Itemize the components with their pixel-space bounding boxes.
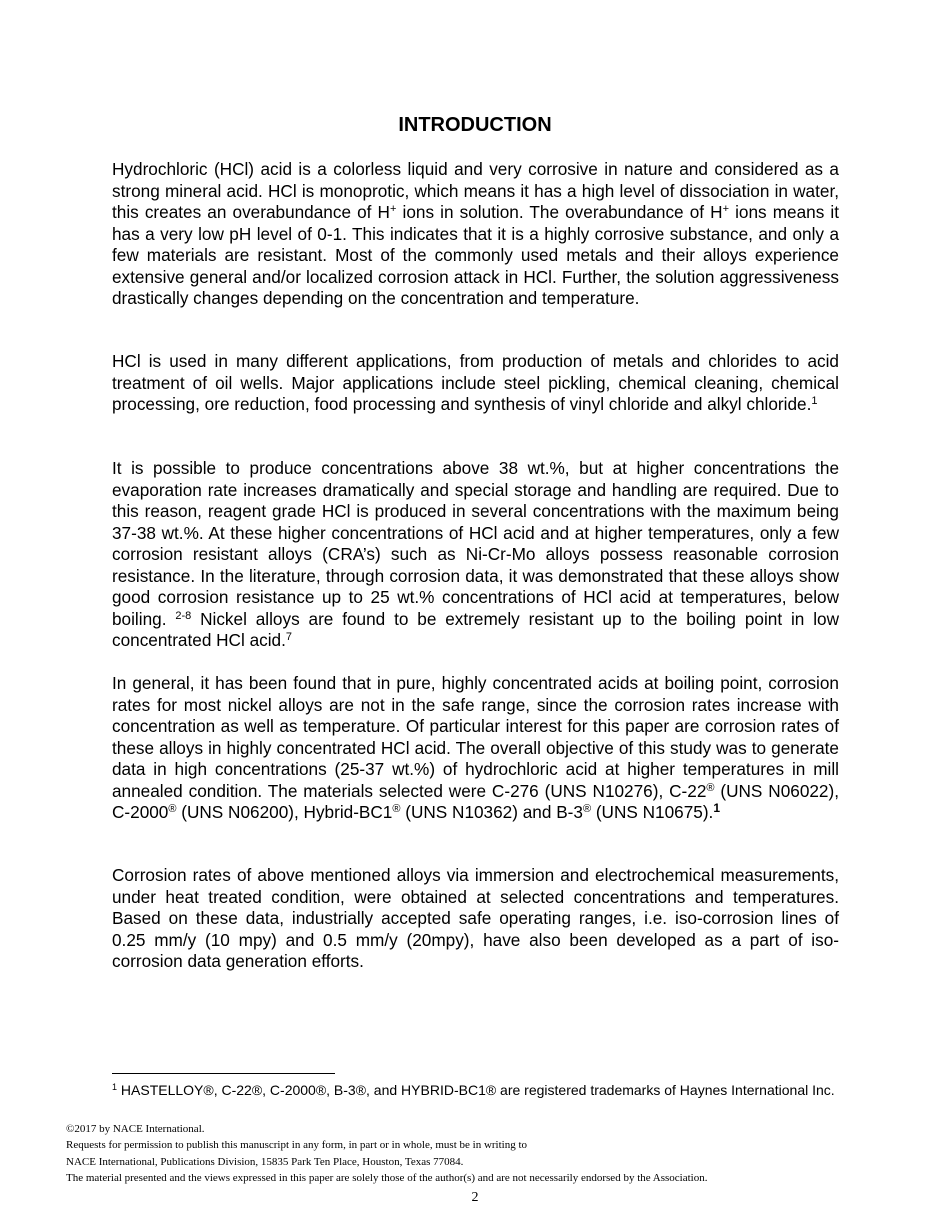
page-number: 2 bbox=[471, 1190, 479, 1205]
footnote-text: HASTELLOY®, C-22®, C-2000®, B-3®, and HYBRID-BC1® are registered trademarks of Haynes International Inc. bbox=[117, 1082, 835, 1098]
paragraph-text: ions in solution. The overabundance of H bbox=[396, 202, 723, 222]
paragraph-text: HCl is used in many different applications, from production of metals and chlorides to acid treatment of oil wells. Major applications include steel pickling, chemical cleaning, chemical processing, ore reduction, food processing and synthesis of vinyl chloride and alkyl chloride. bbox=[112, 351, 839, 414]
registered-mark: ® bbox=[392, 803, 401, 815]
paragraph-corrosion-rates bbox=[112, 865, 839, 973]
footnote-divider bbox=[112, 1073, 335, 1074]
footnote-reference: 1 bbox=[713, 801, 721, 815]
paragraph-text: Nickel alloys are found to be extremely resistant up to the boiling point in low concentrated HCl acid. bbox=[112, 608, 839, 650]
registered-mark: ® bbox=[168, 803, 177, 815]
superscript: + bbox=[722, 203, 729, 215]
reference-superscript: 7 bbox=[285, 631, 292, 643]
paragraph-concentrations bbox=[112, 458, 839, 652]
paragraph-text: Hydrochloric (HCl) acid is a colorless liquid and very corrosive in nature and considered as a strong mineral acid. HCl is monoprotic, which means it has a high level of dissociation in water, this creates an overabundance of H bbox=[112, 159, 839, 222]
copyright-line: ©2017 by NACE International. bbox=[66, 1123, 205, 1135]
paragraph-text: (UNS N10362) and B-3 bbox=[400, 802, 583, 822]
paragraph-text: In general, it has been found that in pure, highly concentrated acids at boiling point, corrosion rates for most nickel alloys are not in the safe range, since the corrosion rates increase with concentration as well as temperature. Of particular interest for this paper are corrosion rates of these alloys in highly concentrated HCl acid. The overall objective of this study was to generate data in high concentrations (25-37 wt.%) of hydrochloric acid at higher temperatures in mill annealed condition. The materials selected were C-276 (UNS N10276), C-22 bbox=[112, 673, 839, 801]
paragraph-objective bbox=[112, 673, 839, 824]
paragraph-hcl-properties bbox=[112, 159, 839, 310]
paragraph-hcl-applications bbox=[112, 351, 839, 416]
paragraph-text: ions means it has a very low pH level of 0-1. This indicates that it is a highly corrosive substance, and only a few materials are resistant. Most of the commonly used metals and their alloys experience extensive general and/or localized corrosion attack in HCl. Further, the solution aggressiveness drastically changes depending on the concentration and temperature. bbox=[112, 202, 839, 308]
reference-superscript: 2-8 bbox=[175, 609, 192, 622]
paragraph-text: It is possible to produce concentrations above 38 wt.%, but at higher concentrations the evaporation rate increases dramatically and special storage and handling are required. Due to this reason, reagent grade HCl is produced in several concentrations with the maximum being 37-38 wt.%. At these higher concentrations of HCl acid and at higher temperatures, only a few corrosion resistant alloys (CRA’s) such as Ni-Cr-Mo alloys possess reasonable corrosion resistance. In the literature, through corrosion data, it was demonstrated that these alloys show good corrosion resistance up to 25 wt.% concentrations of HCl acid at temperatures, below boiling. bbox=[112, 458, 839, 629]
registered-mark: ® bbox=[706, 781, 715, 794]
address-line: NACE International, Publications Division, 15835 Park Ten Place, Houston, Texas 77084. bbox=[66, 1156, 464, 1168]
reference-superscript: 1 bbox=[811, 395, 818, 407]
paragraph-text: (UNS N06022), C-2000 bbox=[112, 780, 839, 822]
permission-line: Requests for permission to publish this manuscript in any form, in part or in whole, must be in writing to bbox=[66, 1139, 528, 1151]
superscript: + bbox=[389, 203, 397, 215]
disclaimer-line: The material presented and the views expressed in this paper are solely those of the author(s) and are not necessarily endorsed by the Association. bbox=[66, 1172, 708, 1184]
paragraph-text: (UNS N06200), Hybrid-BC1 bbox=[176, 802, 393, 822]
section-heading: INTRODUCTION bbox=[398, 114, 552, 136]
paragraph-text: Corrosion rates of above mentioned alloys via immersion and electrochemical measurements, under heat treated condition, were obtained at selected concentrations and temperatures. Based on these data, industrially accepted safe operating ranges, i.e. iso-corrosion lines of 0.25 mm/y (10 mpy) and 0.5 mm/y (20mpy), have also been developed as a part of iso-corrosion data generation efforts. bbox=[112, 865, 839, 971]
footnote bbox=[112, 1081, 839, 1099]
paragraph-text: (UNS N10675). bbox=[591, 802, 714, 822]
footnote-number: 1 bbox=[112, 1082, 118, 1092]
registered-mark: ® bbox=[582, 803, 592, 815]
